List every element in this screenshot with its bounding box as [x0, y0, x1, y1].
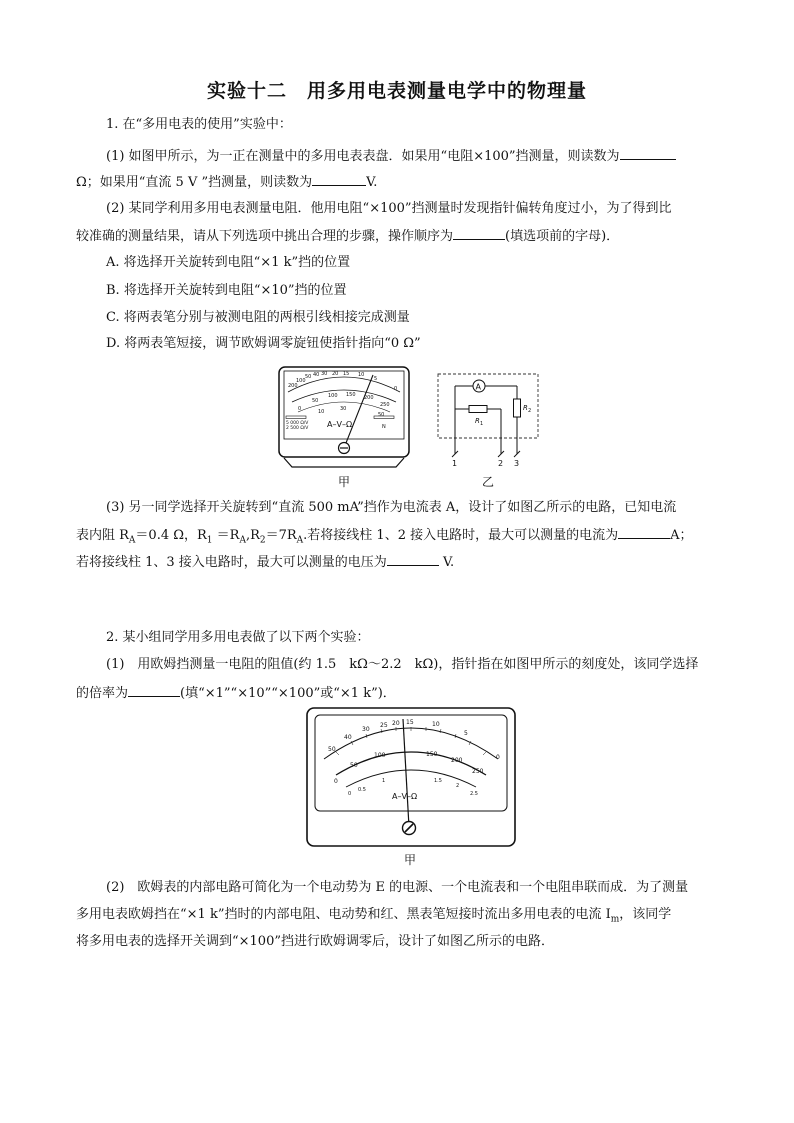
- option-c: C. 将两表笔分别与被测电阻的两根引线相接完成测量: [106, 310, 410, 325]
- subscript: 1: [206, 535, 213, 546]
- meter-n-label: N: [382, 424, 386, 430]
- scale-low-label: 30: [340, 406, 347, 412]
- scale-top-label: 5: [374, 376, 378, 382]
- scale-mid-label: 250: [380, 402, 390, 408]
- q2-stem: 2. 某小组同学用多用电表做了以下两个实验：: [106, 630, 370, 645]
- scale-mid-label: 100: [374, 752, 386, 759]
- q1-part1-text-b: Ω；如果用“直流 5 V ”挡测量，则读数为: [76, 175, 313, 190]
- scale-top-label: 50: [328, 746, 336, 753]
- q1-part3-line2: [76, 526, 693, 549]
- q2-part2-line3: 将多用电表的选择开关调到“×100”挡进行欧姆调零后，设计了如图乙所示的电路．: [76, 934, 554, 949]
- q1-part1-line1: [106, 147, 676, 165]
- subscript: m: [610, 914, 620, 925]
- scale-mid-label: 0: [298, 406, 302, 412]
- scale-top-label: 15: [406, 719, 414, 726]
- meter-spec-2: 2 500 Ω/V: [286, 426, 309, 431]
- scale-mid-label: 200: [451, 757, 463, 764]
- scale-top-label: 30: [321, 371, 328, 377]
- scale-top-label: 5: [464, 730, 468, 737]
- r2-subscript: 2: [528, 408, 532, 414]
- q1-part3-text: ＝0.4 Ω，R: [135, 528, 207, 543]
- answer-blank: [387, 553, 439, 566]
- q1-part3-line3: [76, 553, 454, 571]
- scale-top-label: 10: [358, 372, 365, 378]
- scale-top-label: 30: [362, 726, 370, 733]
- meter-center-label: A–V–Ω: [392, 792, 418, 801]
- answer-blank: [128, 684, 180, 697]
- scale-top-label: 20: [332, 371, 339, 377]
- q2-part2-text: 多用电表欧姆挡在“×1 k”挡时的内部电阻、电动势和红、黑表笔短接时流出多用电表的电流 I: [76, 907, 611, 922]
- q1-part3-text: V.: [438, 555, 455, 570]
- r1-label: R: [475, 417, 480, 425]
- answer-blank: [618, 526, 670, 539]
- scale-top-label: 100: [296, 378, 306, 384]
- terminal-1-label: 1: [452, 459, 458, 468]
- q2-part1-text: (填“×1”“×10”“×100”或“×1 k”)．: [180, 686, 396, 701]
- answer-blank: [453, 227, 505, 240]
- q1-part1-text-c: V.: [366, 175, 378, 190]
- q1-part3-text: ＝7R: [265, 528, 297, 543]
- scale-top-label: 40: [313, 372, 320, 378]
- scale-low-label: 2.5: [470, 791, 478, 797]
- scale-mid-label: 50: [350, 762, 358, 769]
- r2-label: R: [523, 404, 528, 412]
- meter-spec-1: 5 000 Ω/V: [286, 421, 309, 426]
- scale-top-label: 25: [380, 722, 388, 729]
- q1-part1-text-a: (1) 如图甲所示，为一正在测量中的多用电表表盘．如果用“电阻×100”挡测量，则读数为: [106, 149, 620, 164]
- q1-part2-line1: (2) 某同学利用多用电表测量电阻．他用电阻“×100”挡测量时发现指针偏转角度过小，为了得到比: [106, 201, 672, 216]
- q1-part2-text-a: 较准确的测量结果，请从下列选项中挑出合理的步骤，操作顺序为: [76, 229, 454, 244]
- circuit-figure-yi: [437, 372, 541, 468]
- scale-mid-label: 50: [312, 398, 319, 404]
- q1-part3-text: .若将接线柱 1、2 接入电路时，最大可以测量的电流为: [303, 528, 619, 543]
- scale-low-label: 2: [456, 783, 460, 789]
- scale-mid-label: 150: [346, 392, 356, 398]
- option-b: B. 将选择开关旋转到电阻“×10”挡的位置: [106, 283, 347, 298]
- q1-part3-text: 表内阻 R: [76, 528, 129, 543]
- scale-mid-label: 100: [328, 393, 338, 399]
- r1-subscript: 1: [480, 421, 484, 427]
- q2-part1-line2: [76, 684, 396, 702]
- q1-part2-line2: [76, 227, 619, 245]
- q1-part3-text: ,R: [245, 528, 260, 543]
- figure-caption-jia: 甲: [338, 475, 351, 489]
- resistor-r2: [514, 399, 521, 417]
- scale-mid-label: 250: [472, 768, 484, 775]
- ammeter-label: A: [475, 382, 481, 392]
- q1-stem: 1. 在“多用电表的使用”实验中：: [106, 117, 292, 132]
- scale-low-label: 0: [348, 791, 352, 797]
- q2-part1-line1: (1) 用欧姆挡测量一电阻的阻值(约 1.5 kΩ～2.2 kΩ)，指针指在如图甲所示的刻度处，该同学选择: [106, 657, 699, 672]
- scale-top-label: 15: [343, 371, 350, 377]
- scale-top-label: 50: [305, 374, 312, 380]
- subscript: A: [296, 535, 304, 546]
- scale-top-label: 10: [432, 721, 440, 728]
- figure-caption-q2-jia: 甲: [404, 853, 417, 867]
- q1-part3-line1: (3) 另一同学选择开关旋转到“直流 500 mA”挡作为电流表 A，设计了如图乙所示的电路，已知电流: [106, 500, 677, 515]
- scale-low-label: 1.5: [434, 778, 442, 784]
- q1-part3-text: ＝R: [212, 528, 240, 543]
- answer-blank: [312, 173, 366, 186]
- q1-part3-text: 若将接线柱 1、3 接入电路时，最大可以测量的电压为: [76, 555, 387, 570]
- subscript: A: [128, 535, 136, 546]
- scale-top-label: 200: [288, 383, 298, 389]
- resistor-r1: [469, 406, 487, 413]
- scale-low-label: 10: [318, 409, 325, 415]
- meter-base: [284, 458, 404, 467]
- multimeter-figure-q2-jia: [306, 707, 516, 847]
- q1-part2-text-b: (填选项前的字母)．: [505, 229, 620, 244]
- scale-top-label: 20: [392, 720, 400, 727]
- scale-top-label: 0: [496, 754, 500, 761]
- figure-caption-yi: 乙: [482, 475, 495, 489]
- terminal-3-label: 3: [514, 459, 520, 468]
- scale-low-label: 1: [382, 778, 386, 784]
- page-title: 实验十二 用多用电表测量电学中的物理量: [206, 80, 587, 102]
- scale-mid-label: 200: [364, 395, 374, 401]
- q2-part2-line1: (2) 欧姆表的内部电路可简化为一个电动势为 E 的电源、一个电流表和一个电阻串联而成．为了测量: [106, 880, 689, 895]
- q1-part3-text: A；: [670, 528, 693, 543]
- scale-low-label: 50: [378, 412, 385, 418]
- scale-mid-label: 150: [426, 751, 438, 758]
- scale-low-label: 0.5: [358, 787, 366, 793]
- q1-part1-line2: [76, 173, 377, 191]
- terminal-2-label: 2: [498, 459, 504, 468]
- scale-top-label: 0: [394, 386, 398, 392]
- option-a: A. 将选择开关旋转到电阻“×1 k”挡的位置: [106, 255, 351, 270]
- option-d: D. 将两表笔短接，调节欧姆调零旋钮使指针指向“0 Ω”: [106, 336, 421, 351]
- meter-center-label: A–V–Ω: [327, 420, 353, 429]
- q2-part2-line2: [76, 907, 671, 928]
- subscript: A: [239, 535, 246, 546]
- q2-part2-text: ，该同学: [619, 907, 672, 922]
- scale-top-label: 40: [344, 734, 352, 741]
- answer-blank: [620, 147, 676, 160]
- multimeter-figure-jia: [278, 366, 410, 470]
- q2-part1-text: 的倍率为: [76, 686, 129, 701]
- subscript: 2: [259, 535, 266, 546]
- scale-mid-label: 0: [334, 778, 338, 785]
